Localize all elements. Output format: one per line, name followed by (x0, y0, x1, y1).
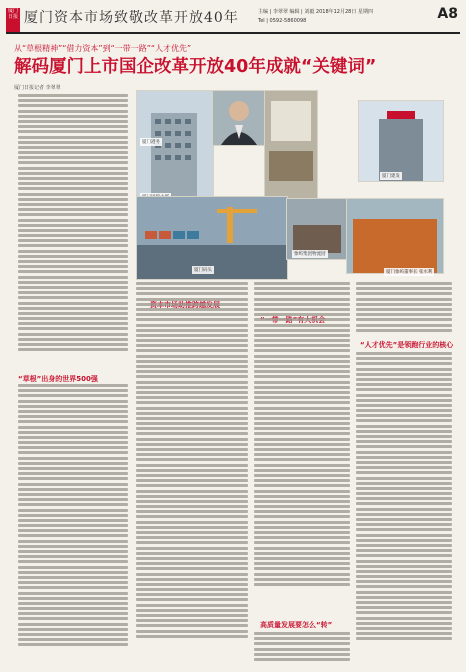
text-column-2 (136, 282, 248, 664)
photo-caption: 厦门码头 (194, 268, 212, 273)
photo-portrait (212, 90, 266, 146)
subhead: “人才优先”是领跑行业的核心 (360, 341, 454, 349)
kicker: 从“草根精神”“借力资本”到“一带一路”“人才优先” (14, 44, 192, 53)
page-number: A8 (437, 6, 458, 22)
edition-meta: 主编 | 李翠翠 编辑 | 刘毅 2018年12月28日 星期四 (258, 9, 373, 15)
photo-office (264, 90, 318, 200)
contact-meta: Tel | 0592-5860098 (258, 18, 307, 24)
text-column-4 (356, 282, 452, 338)
text-column-1 (18, 94, 128, 370)
photo-machinery (346, 198, 444, 274)
photo-caption: 厦门建发 (382, 174, 400, 179)
photo-caption: 厦门象屿董事长 张水利 (386, 270, 433, 275)
subhead: “草根”出身的世界500强 (18, 375, 98, 383)
newspaper-logo: 厦门日报 (6, 8, 20, 32)
photo-tower (358, 100, 444, 182)
photo-caption: 象屿集团物流园 (294, 252, 326, 257)
photo-caption: 厦门港务 (142, 140, 160, 145)
photo-building (136, 90, 214, 206)
text-column-3b (254, 632, 350, 664)
text-column-1b (18, 384, 128, 664)
headline: 解码厦门上市国企改革开放40年成就“关键词” (14, 57, 377, 77)
text-column-4b (356, 352, 452, 664)
section-title: 厦门资本市场致敬改革开放40年 (24, 10, 239, 26)
masthead-rule (6, 32, 460, 34)
masthead (0, 0, 466, 36)
byline: 厦门日报记者 李翠翠 (14, 85, 61, 91)
text-column-3 (254, 282, 350, 610)
subhead: 高质量发展要怎么“转” (260, 621, 333, 629)
